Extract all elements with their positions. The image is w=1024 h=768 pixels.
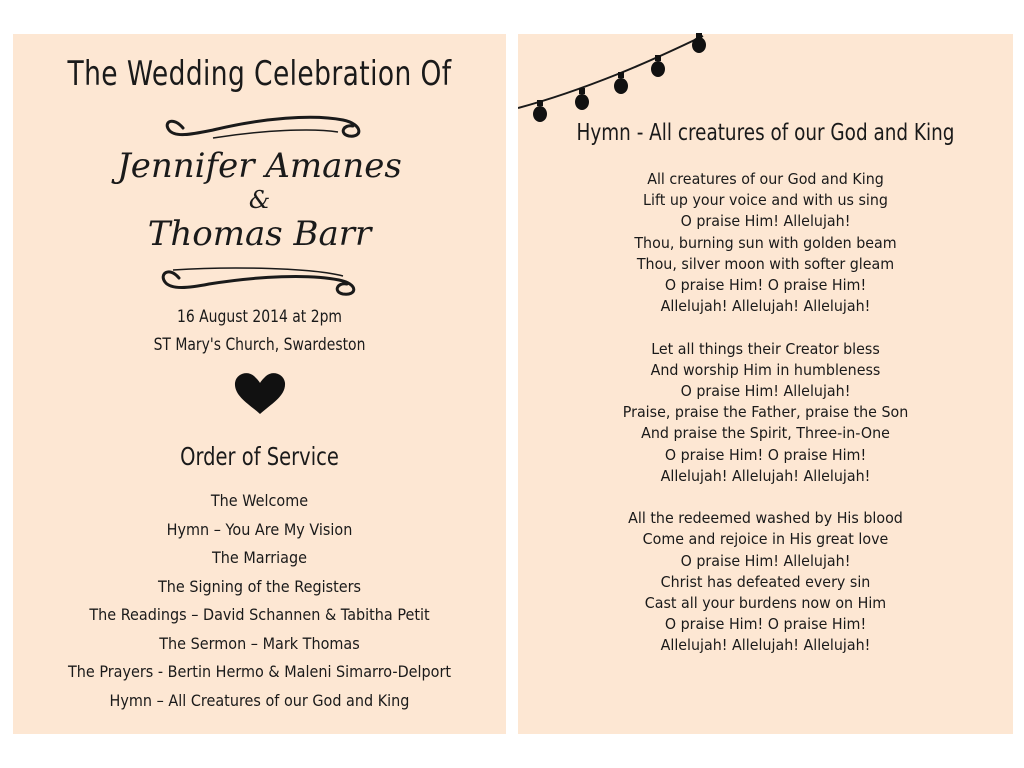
wedding-date: 16 August 2014 at 2pm	[176, 307, 343, 327]
lyric-line: Let all things their Creator bless	[651, 339, 880, 358]
lyric-line: All creatures of our God and King	[647, 170, 884, 188]
lyric-line: Allelujah! Allelujah! Allelujah!	[660, 297, 871, 316]
hymn-verse	[538, 339, 993, 487]
hymn-verse	[538, 169, 993, 317]
page-title: The Wedding Celebration Of	[67, 54, 452, 94]
order-of-service-heading: Order of Service	[180, 442, 339, 471]
lyric-line: Thou, burning sun with golden beam	[634, 233, 897, 252]
scroll-flourish-icon	[13, 262, 506, 298]
hymn-title: Hymn - All creatures of our God and King	[576, 120, 955, 146]
lyric-line: O praise Him! O praise Him!	[664, 445, 867, 464]
lyric-line: Christ has defeated every sin	[660, 572, 871, 591]
service-item: Hymn – You Are My Vision	[166, 519, 353, 539]
wedding-venue: ST Mary's Church, Swardeston	[153, 335, 366, 355]
hymn-lyrics	[538, 169, 993, 678]
lyric-line: Come and rejoice in His great love	[642, 530, 889, 549]
lyric-line: Allelujah! Allelujah! Allelujah!	[660, 466, 871, 485]
hymn-card	[518, 34, 1013, 734]
lyric-line: O praise Him! Allelujah!	[680, 212, 851, 231]
scroll-flourish-icon	[13, 108, 506, 148]
lyric-line: And praise the Spirit, Three-in-One	[641, 424, 890, 443]
lyric-line: All the redeemed washed by His blood	[628, 509, 903, 528]
bride-name: Jennifer Amanes	[117, 146, 402, 186]
lyric-line: Thou, silver moon with softer gleam	[636, 254, 895, 273]
lyric-line: O praise Him! O praise Him!	[664, 615, 867, 634]
service-list	[13, 487, 506, 715]
lyric-line: Allelujah! Allelujah! Allelujah!	[660, 636, 871, 655]
service-item: The Welcome	[210, 491, 309, 510]
order-of-service-card	[13, 34, 506, 734]
hymn-verse	[538, 508, 993, 656]
service-item: The Readings – David Schannen & Tabitha Petit	[89, 605, 430, 624]
service-item: Hymn – All Creatures of our God and King	[109, 690, 410, 710]
lyric-line: Praise, praise the Father, praise the Son	[622, 403, 909, 422]
service-item: The Prayers - Bertin Hermo & Maleni Simarro-Delport	[67, 662, 452, 681]
service-item: The Marriage	[211, 548, 308, 567]
lyric-line: O praise Him! Allelujah!	[680, 382, 851, 401]
service-item: The Signing of the Registers	[157, 576, 362, 596]
lyric-line: O praise Him! O praise Him!	[664, 276, 867, 295]
ampersand: &	[248, 186, 271, 214]
lyric-line: And worship Him in humbleness	[650, 360, 881, 379]
lyric-line: Lift up your voice and with us sing	[643, 191, 888, 210]
lyric-line: O praise Him! Allelujah!	[680, 551, 851, 570]
lyric-line: Cast all your burdens now on Him	[644, 594, 887, 613]
groom-name: Thomas Barr	[147, 214, 372, 254]
heart-icon	[13, 370, 506, 416]
service-item: The Sermon – Mark Thomas	[159, 633, 360, 653]
string-lights-icon	[518, 30, 718, 125]
